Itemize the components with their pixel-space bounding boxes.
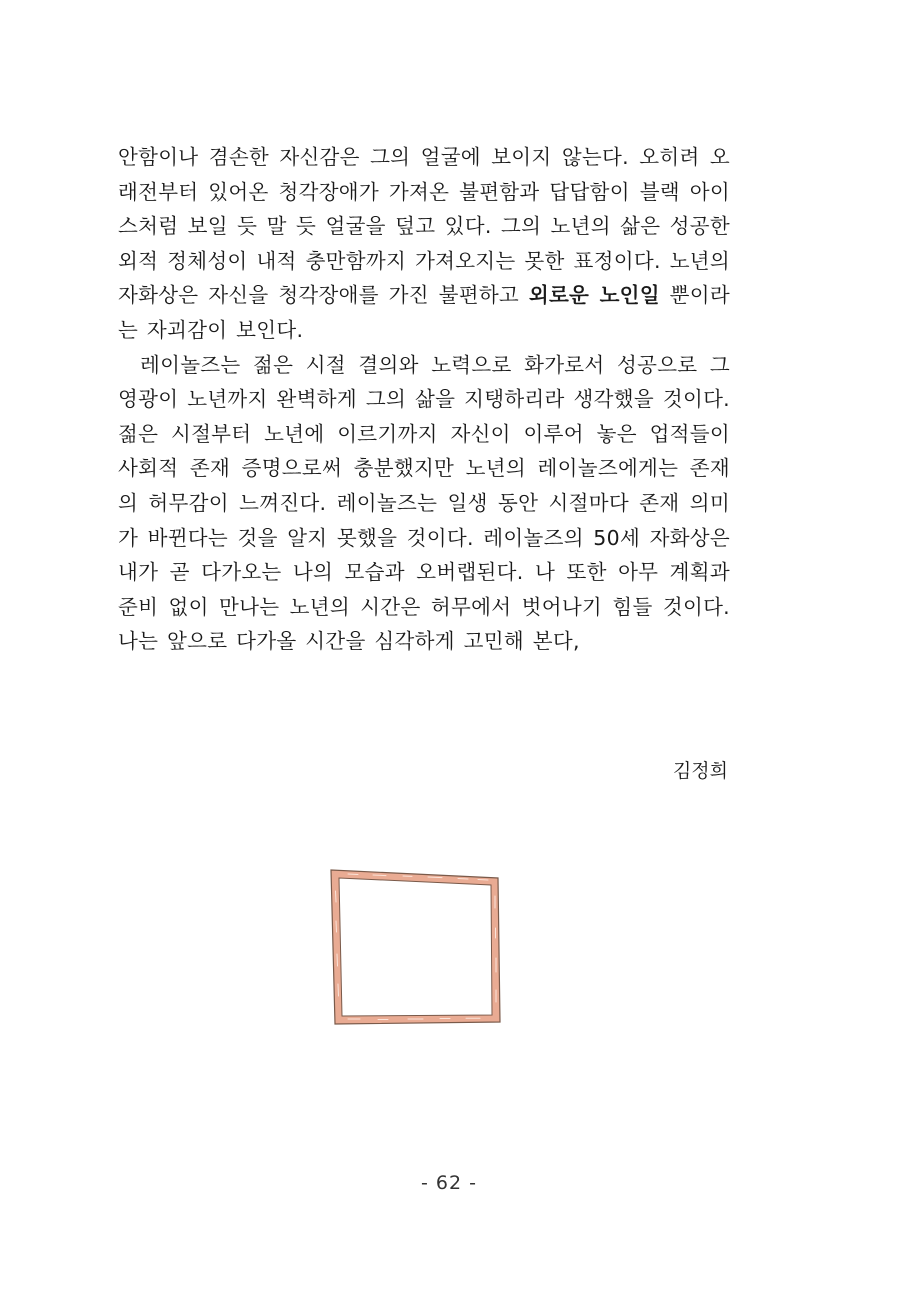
paragraph-1-ending: 뿐이라는 자괴감이 보인다. [118, 283, 730, 342]
frame-inner [339, 878, 492, 1016]
empty-picture-frame [328, 866, 506, 1028]
paragraph-1-bold-phrase: 외로운 노인일 [528, 283, 660, 308]
paragraph-1 [118, 140, 730, 348]
page-number: - 62 - [421, 1172, 477, 1194]
paragraph-1-text: 안함이나 겸손한 자신감은 그의 얼굴에 보이지 않는다. 오히려 오래전부터 있어온 청각장애가 가져온 불편함과 답답함이 블랙 아이스처럼 보일 듯 말 듯 얼굴을 덮고 있다. 그의 노년의 삶은 성공한 외적 정체성이 내적 충만함까지 가져오지는 못한 표정이다. 노년의 자화상은 자신을 청각장애를 가진 불편하고 [118, 145, 730, 308]
paragraph-2 [118, 348, 730, 659]
essay-body [118, 140, 730, 659]
paragraph-2-text: 레이놀즈는 젊은 시절 결의와 노력으로 화가로서 성공으로 그 영광이 노년까지 완벽하게 그의 삶을 지탱하리라 생각했을 것이다. 젊은 시절부터 노년에 이르기까지 자신이 이루어 놓은 업적들이 사회적 존재 증명으로써 충분했지만 노년의 레이놀즈에게는 존재의 허무감이 느껴진다. 레이놀즈는 일생 동안 시절마다 존재 의미가 바뀐다는 것을 알지 못했을 것이다. 레이놀즈의 50세 자화상은 내가 곧 다가오는 나의 모습과 오버랩된다. 나 또한 아무 계획과 준비 없이 만나는 노년의 시간은 허무에서 벗어나기 힘들 것이다. 나는 앞으로 다가올 시간을 심각하게 고민해 본다, [118, 352, 730, 654]
author-name: 김정희 [672, 760, 728, 782]
